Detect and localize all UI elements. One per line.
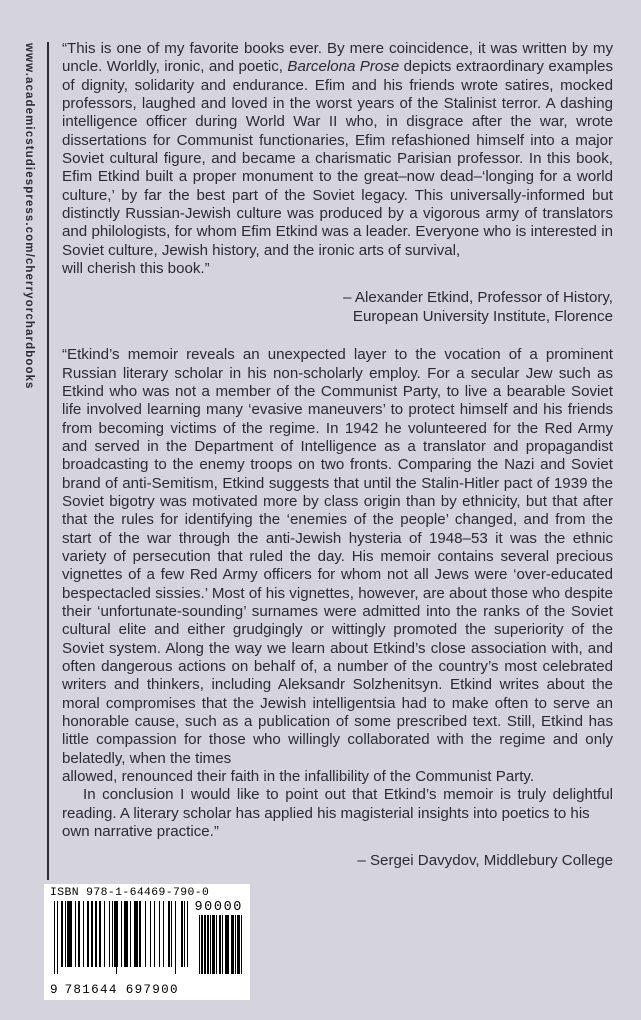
spacer [62,278,613,289]
barcode-addon-digits: 90000 [194,900,243,915]
spacer [62,326,613,346]
blurb-etkind-last-line: will cherish this book.” [62,260,210,278]
isbn-barcode [44,884,250,1000]
blurb-davydov-paragraph1-last-line: allowed, renounced their faith in the infallibility of the Communist Party. [62,768,535,786]
spine-divider-rule [47,42,49,880]
barcode-human-readable [50,983,179,997]
book-title-italic: Barcelona Prose [287,58,400,76]
barcode-digit-group1: 781644 [64,983,118,997]
blurb-etkind-body-part2: depicts extraordinary examples of dignity, solidarity and endurance. Efim and his friends wrote satires, mocked professors, laughed and loved in the worst years of the Stalinist terror. A dashing intelligence officer during World War II who, in disgrace after the war, wrote dissertations for Communist functionaries, Efim refashioned himself into a major Soviet cultural figure, and became a charismatic Parisian professor. In this book, Efim Etkind built a proper monument to the great–now dead–‘longing for a world culture,’ by far the best part of the Soviet legacy. This universally-informed but distinctly Russian-Jewish culture was produced by a vigorous army of translators and philologists, for whom Efim Etkind was a leader. Everyone who is interested in Soviet culture, Jewish history, and the ironic arts of survival, [62,58,614,259]
blurb-davydov-paragraph1: “Etkind’s memoir reveals an unexpected layer to the vocation of a prominent Russian literary scholar in his non-scholarly employ. For a secular Jew such as Etkind who was not a member of the Communist Party, to live a bearable Soviet life involved learning many ‘evasive maneuvers’ to protect himself and his friends from becoming victims of the regime. In 1942 he volunteered for the Red Army and served in the Department of Intelligence as a translator and propagandist broadcasting to the enemy troops on two fronts. Comparing the Nazi and Soviet brand of anti-Semitism, Etkind suggests that until the Stalin-Hitler pact of 1939 the Soviet bigotry was motivated more by class origin than by ethnicity, but that after that the rules for identifying the ‘enemies of the people’ changed, and from the start of the war through the anti-Jewish hysteria of 1948–53 it was the ethnic variety of persecution that ruled the day. His memoir contains several precious vignettes of a few Red Army officers for whom not all Jews were ‘over-educated bespectacled sissies.’ Most of his vignettes, however, are about those who despite their ‘unfortunate-sounding’ surnames were admitted into the ranks of the Soviet cultural elite and either grudgingly or wittingly promoted the superiority of the Soviet system. Along the way we learn about Etkind’s close association with, and often dangerous actions on behalf of, a number of the country’s most celebrated writers and thinkers, including Aleksandr Solzhenitsyn. Etkind writes about the moral compromises that the Jewish intelligentsia had to make often to serve an honorable cause, such as a publication of some prescribed text. Still, Etkind has little compassion for those who willingly collaborated with the regime and only belatedly, when the times [62,346,613,767]
blurb-etkind-attribution-line1: – Alexander Etkind, Professor of History, [343,289,613,307]
publisher-url-vertical [22,43,36,453]
blurb-davydov-paragraph2-last-line: own narrative practice.” [62,823,219,841]
blurb-etkind-body [62,40,613,260]
blurb-davydov-attribution: – Sergei Davydov, Middlebury College [357,852,613,870]
isbn-number-label: ISBN 978-1-64469-790-0 [50,887,210,899]
spacer [62,841,613,852]
blurb-column [62,40,613,871]
barcode-digit-lead: 9 [50,983,58,997]
blurb-etkind [62,40,613,326]
publisher-url-text: www.academicstudiespress.com/cherryorchardbooks [23,43,35,390]
barcode-main-bars [54,901,188,974]
blurb-etkind-body-part1: “This is one of my favorite books ever. By mere coincidence, it was written by my uncle. Worldly, ironic, and poetic, [62,40,613,76]
blurb-davydov [62,346,613,871]
barcode-addon-bars [199,915,244,974]
blurb-davydov-paragraph2: In conclusion I would like to point out that Etkind’s memoir is truly delightful reading. A literary scholar has applied his magisterial insights into poetics to his [62,786,613,822]
blurb-etkind-attribution-line2: European University Institute, Florence [352,307,613,325]
barcode-digit-group2: 697900 [125,983,179,997]
